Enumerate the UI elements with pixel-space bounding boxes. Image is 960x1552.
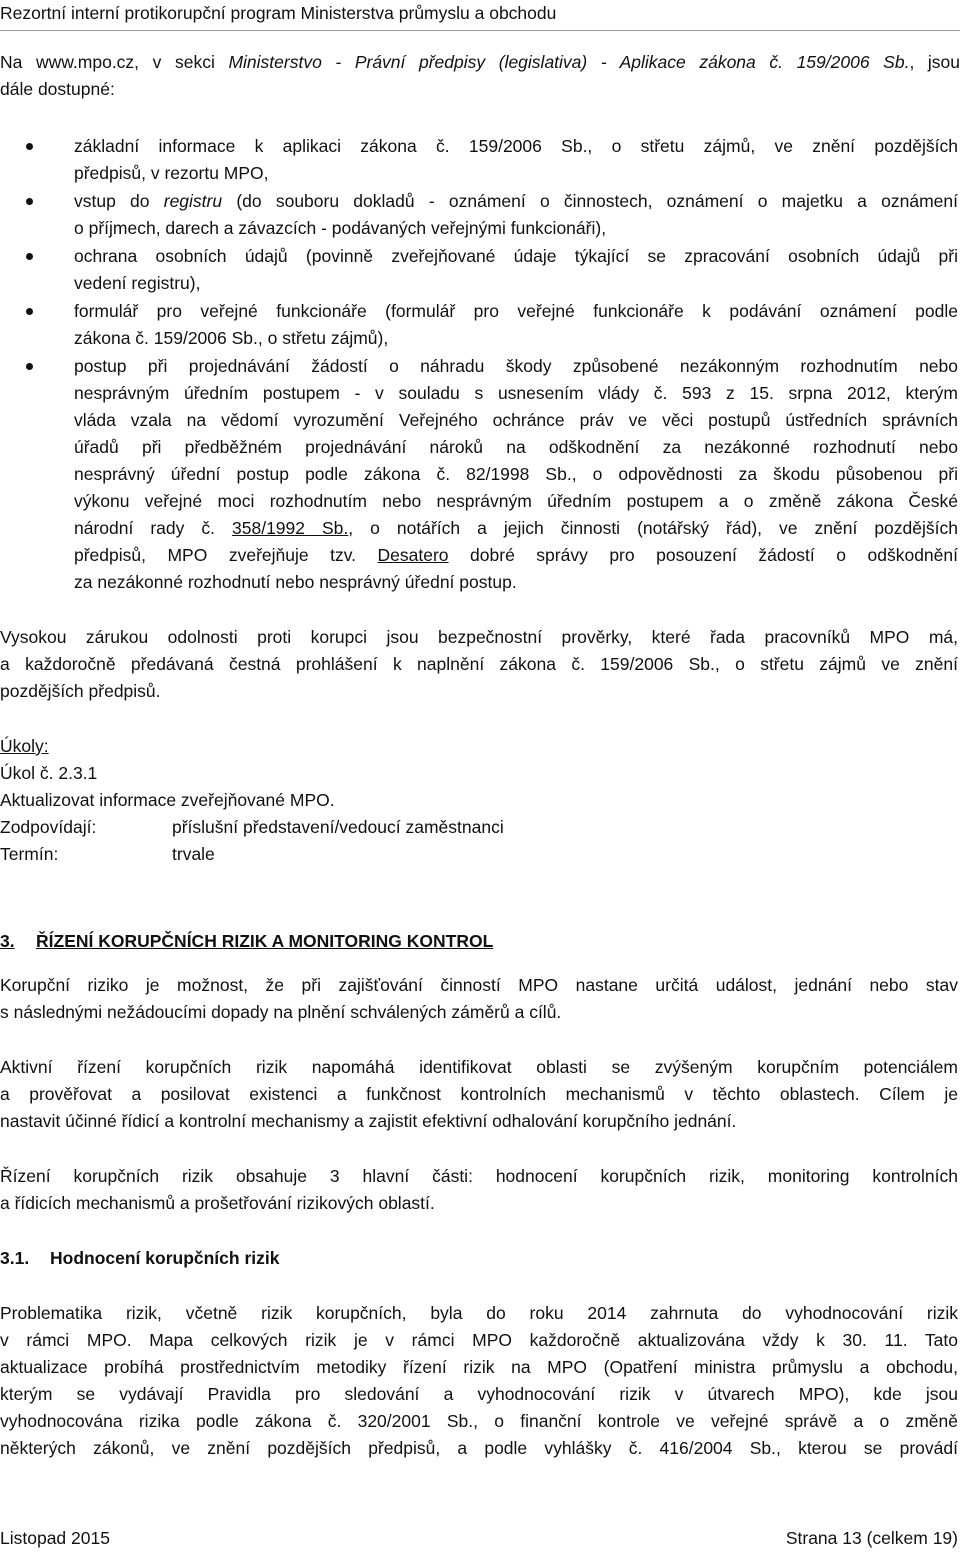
bullet-5-line-4: úřadů při předběžném projednávání nároků na odškodnění za nezákonné rozhodnutí nebo [74, 437, 958, 457]
para-riziko-line-2: s následnými nežádoucími dopady na plnění schválených záměrů a cílů. [0, 1002, 562, 1022]
para-vysokou-line-2: a každoročně předávaná čestná prohlášení k naplnění zákona č. 159/2006 Sb., o střetu zájmů ve znění [0, 654, 958, 674]
bullet-1-line-2: předpisů, v rezortu MPO, [74, 163, 269, 183]
para-vysokou-line-1: Vysokou zárukou odolnosti proti korupci jsou bezpečnostní prověrky, které řada pracovníků MPO má, [0, 627, 958, 647]
task-text: Aktualizovat informace zveřejňované MPO. [0, 790, 335, 810]
para-problematika-line-6: některých zákonů, ve znění pozdějších předpisů, a podle vyhlášky č. 416/2004 Sb., kterou se provádí [0, 1438, 958, 1458]
para-vysokou-line-3: pozdějších předpisů. [0, 681, 161, 701]
section-3-number: 3. [0, 931, 15, 951]
section-3-1-number: 3.1. [0, 1248, 30, 1268]
law-358-1992-link[interactable]: 358/1992 Sb. [232, 518, 349, 538]
para-aktivni-line-2: a prověřovat a posilovat existenci a funkčnost kontrolních mechanismů v těchto oblastech. Cílem je [0, 1084, 958, 1104]
bullet-5-line-3: vláda vzala na vědomí vyrozumění Veřejného ochránce práv ve věci postupů ústředních správních [74, 410, 958, 430]
bullet-icon [26, 253, 33, 260]
bullet-5-line-9: za nezákonné rozhodnutí nebo nesprávný úřední postup. [74, 572, 517, 592]
bullet-5-line-6: výkonu veřejné moci rozhodnutím nebo nesprávným úředním postupem a o změně zákona České [74, 491, 958, 511]
bullet-3-line-2: vedení registru), [74, 273, 201, 293]
para-problematika-line-3: aktualizace probíhá prostřednictvím metodiky řízení rizik na MPO (Opatření ministra průmyslu a obchodu, [0, 1357, 958, 1377]
term-value: trvale [172, 844, 215, 864]
para-rizeni-line-2: a řídicích mechanismů a prošetřování rizikových oblastí. [0, 1193, 435, 1213]
term-label: Termín: [0, 844, 59, 864]
header-divider [0, 30, 960, 31]
footer-date: Listopad 2015 [0, 1528, 110, 1548]
para-riziko-line-1: Korupční riziko je možnost, že při zajišťování činností MPO nastane určitá událost, jednání nebo stav [0, 975, 958, 995]
para-aktivni-line-3: nastavit účinné řídicí a kontrolní mechanismy a zajistit efektivní odhalování korupčního jednání. [0, 1111, 737, 1131]
header-title: Rezortní interní protikorupční program Ministerstva průmyslu a obchodu [0, 3, 557, 23]
para-aktivni-line-1: Aktivní řízení korupčních rizik napomáhá identifikovat oblasti se zvýšeným korupčním potenciálem [0, 1057, 958, 1077]
para-problematika-line-4: kterým se vydávají Pravidla pro sledování a vyhodnocování rizik v útvarech MPO), kde jsou [0, 1384, 958, 1404]
bullet-3-line-1: ochrana osobních údajů (povinně zveřejňované údaje týkající se zpracování osobních údajů při [74, 246, 958, 266]
desatero-link[interactable]: Desatero [377, 545, 449, 565]
bullet-icon [26, 308, 33, 315]
bullet-2-line-2: o příjmech, darech a závazcích - podávaných veřejnými funkcionáři), [74, 218, 607, 238]
bullet-5-line-2: nesprávným úředním postupem - v souladu s usnesením vlády č. 593 z 15. srpna 2012, kterým [74, 383, 958, 403]
bullet-5-line-8: předpisů, MPO zveřejňuje tzv. Desatero dobré správy pro posouzení žádostí o odškodnění [74, 545, 958, 565]
task-number: Úkol č. 2.3.1 [0, 763, 98, 783]
mpo-section-path: Ministerstvo - Právní předpisy (legislativa) - Aplikace zákona č. 159/2006 Sb. [228, 52, 910, 72]
para-problematika-line-2: v rámci MPO. Mapa celkových rizik je v rámci MPO každoročně aktualizována vždy k 30. 11. Tato [0, 1330, 958, 1350]
intro-line-2: dále dostupné: [0, 79, 115, 99]
para-problematika-line-1: Problematika rizik, včetně rizik korupčních, byla do roku 2014 zahrnuta do vyhodnocování rizik [0, 1303, 958, 1323]
intro-line-1: Na www.mpo.cz, v sekci Ministerstvo - Právní předpisy (legislativa) - Aplikace zákona č. 159/2006 Sb., jsou [0, 52, 960, 72]
responsible-label: Zodpovídají: [0, 817, 97, 837]
bullet-5-line-5: nesprávný úřední postup podle zákona č. 82/1998 Sb., o odpovědnosti za škodu působenou při [74, 464, 958, 484]
section-3-title: ŘÍZENÍ KORUPČNÍCH RIZIK A MONITORING KONTROL [36, 931, 494, 951]
bullet-icon [26, 143, 33, 150]
tasks-heading: Úkoly: [0, 736, 49, 756]
responsible-value: příslušní představení/vedoucí zaměstnanci [172, 817, 504, 837]
section-3-1-title: Hodnocení korupčních rizik [50, 1248, 280, 1268]
bullet-icon [26, 198, 33, 205]
bullet-5-line-7: národní rady č. 358/1992 Sb., o notářích a jejich činnosti (notářský řád), ve znění pozdějších [74, 518, 958, 538]
registry-term: registru [163, 191, 223, 211]
para-problematika-line-5: vyhodnocována rizika podle zákona č. 320/2001 Sb., o finanční kontrole ve veřejné správě a o změně [0, 1411, 958, 1431]
bullet-icon [26, 363, 33, 370]
para-rizeni-line-1: Řízení korupčních rizik obsahuje 3 hlavní části: hodnocení korupčních rizik, monitoring kontrolních [0, 1166, 958, 1186]
bullet-2-line-1: vstup do registru (do souboru dokladů - oznámení o činnostech, oznámení o majetku a oznámení [74, 191, 958, 211]
footer-page-number: Strana 13 (celkem 19) [785, 1528, 958, 1548]
bullet-4-line-1: formulář pro veřejné funkcionáře (formulář pro veřejné funkcionáře k podávání oznámení podle [74, 301, 958, 321]
bullet-4-line-2: zákona č. 159/2006 Sb., o střetu zájmů), [74, 328, 389, 348]
bullet-5-line-1: postup při projednávání žádostí o náhradu škody způsobené nezákonným rozhodnutím nebo [74, 356, 958, 376]
bullet-1-line-1: základní informace k aplikaci zákona č. 159/2006 Sb., o střetu zájmů, ve znění pozdějších [74, 136, 958, 156]
